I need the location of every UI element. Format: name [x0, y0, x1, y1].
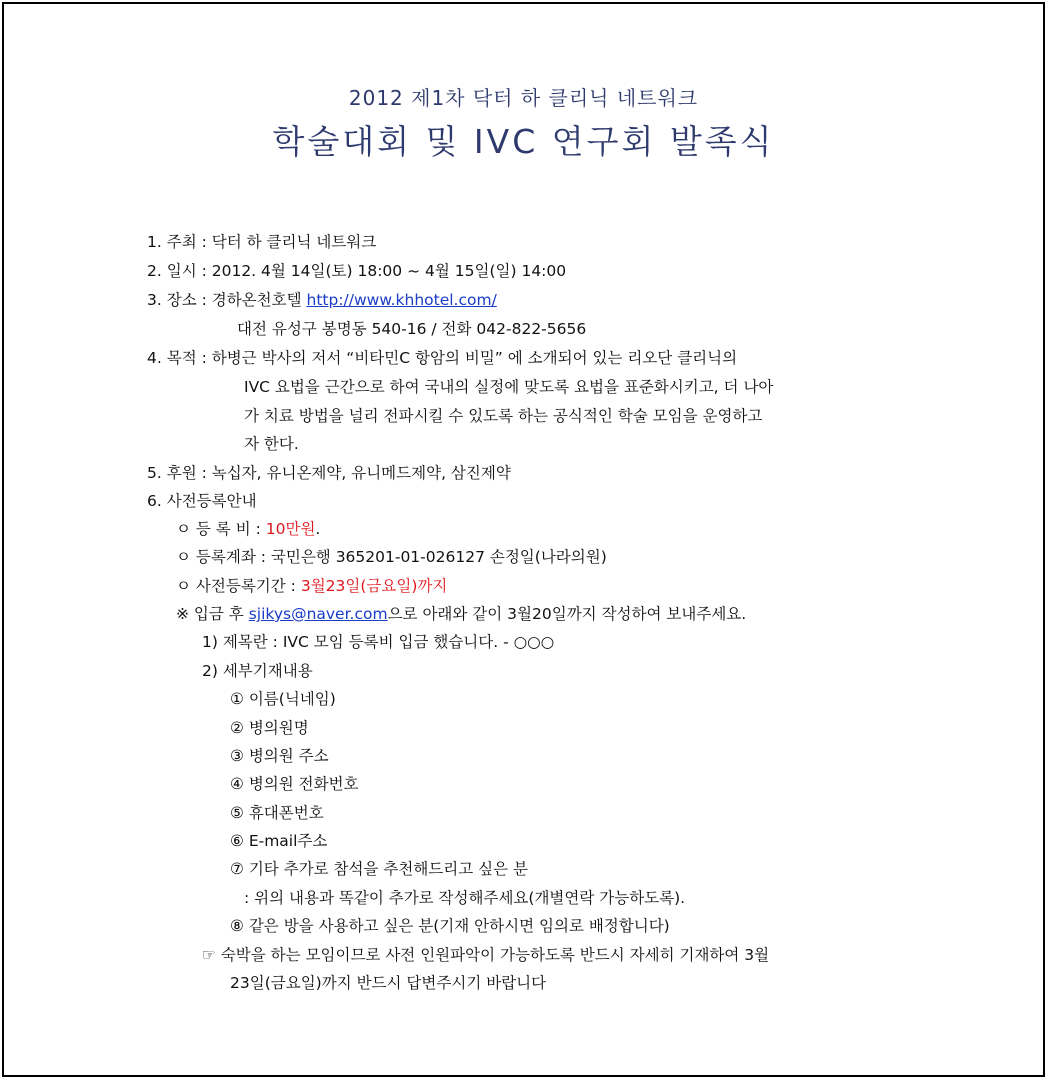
note-suffix: 으로 아래와 같이 3월20일까지 작성하여 보내주세요. — [387, 605, 747, 623]
detail-item: ⑤ 휴대폰번호 — [230, 804, 324, 822]
detail-item: ④ 병의원 전화번호 — [230, 775, 359, 793]
item-registration: 6. 사전등록안내 — [147, 492, 257, 510]
period-value: 3월23일(금요일)까지 — [300, 577, 448, 595]
document-title: 학술대회 및 IVC 연구회 발족식 — [272, 122, 775, 161]
document-subtitle: 2012 제1차 닥터 하 클리닉 네트워크 — [348, 86, 699, 110]
document-frame — [2, 2, 1045, 1077]
hotel-link[interactable]: http://www.khhotel.com/ — [306, 291, 497, 309]
registration-note — [176, 604, 746, 624]
detail-item-continuation: : 위의 내용과 똑같이 추가로 작성해주세요(개별연락 가능하도록). — [244, 889, 686, 907]
period-label: ㅇ 사전등록기간 : — [176, 577, 301, 595]
registration-fee — [176, 519, 320, 539]
document-page — [4, 4, 1043, 1075]
subject-line: 1) 제목란 : IVC 모임 등록비 입금 했습니다. - ○○○ — [202, 633, 555, 651]
fee-suffix: . — [315, 520, 321, 538]
item-date: 2. 일시 : 2012. 4월 14일(토) 18:00 ~ 4월 15일(일) 14:00 — [147, 262, 567, 280]
place-label: 3. 장소 : 경하온천호텔 — [147, 291, 307, 309]
registration-period — [176, 576, 447, 596]
place-address: 대전 유성구 봉명동 540-16 / 전화 042-822-5656 — [237, 320, 587, 338]
detail-item: ② 병의원명 — [230, 719, 309, 737]
purpose-line-3: 가 치료 방법을 널리 전파시킬 수 있도록 하는 공식적인 학술 모임을 운영하고 — [244, 407, 763, 425]
purpose-line-1: 4. 목적 : 하병근 박사의 저서 “비타민C 항암의 비밀” 에 소개되어 있는 리오단 클리닉의 — [147, 349, 738, 367]
final-note-line-1: ☞ 숙박을 하는 모임이므로 사전 인원파악이 가능하도록 반드시 자세히 기재하여 3월 — [202, 946, 770, 964]
detail-item: ⑦ 기타 추가로 참석을 추천해드리고 싶은 분 — [230, 860, 528, 878]
detail-item: ① 이름(닉네임) — [230, 690, 336, 708]
fee-value: 10만원 — [265, 520, 316, 538]
detail-item: ⑥ E-mail주소 — [230, 832, 328, 850]
purpose-line-4: 자 한다. — [244, 435, 299, 453]
registration-account: ㅇ 등록계좌 : 국민은행 365201-01-026127 손정일(나라의원) — [176, 548, 607, 566]
fee-label: ㅇ 등 록 비 : — [176, 520, 266, 538]
item-host: 1. 주최 : 닥터 하 클리닉 네트워크 — [147, 233, 377, 251]
details-heading: 2) 세부기재내용 — [202, 662, 313, 680]
detail-item: ③ 병의원 주소 — [230, 747, 329, 765]
purpose-line-2: IVC 요법을 근간으로 하여 국내의 실정에 맞도록 요법을 표준화시키고, 더 나아 — [244, 378, 774, 396]
email-link[interactable]: sjikys@naver.com — [248, 605, 388, 623]
item-sponsor: 5. 후원 : 녹십자, 유니온제약, 유니메드제약, 삼진제약 — [147, 464, 511, 482]
note-prefix: ※ 입금 후 — [176, 605, 249, 623]
item-place — [147, 290, 497, 310]
detail-item: ⑧ 같은 방을 사용하고 싶은 분(기재 안하시면 임의로 배정합니다) — [230, 917, 670, 935]
final-note-line-2: 23일(금요일)까지 반드시 답변주시기 바랍니다 — [230, 974, 547, 992]
